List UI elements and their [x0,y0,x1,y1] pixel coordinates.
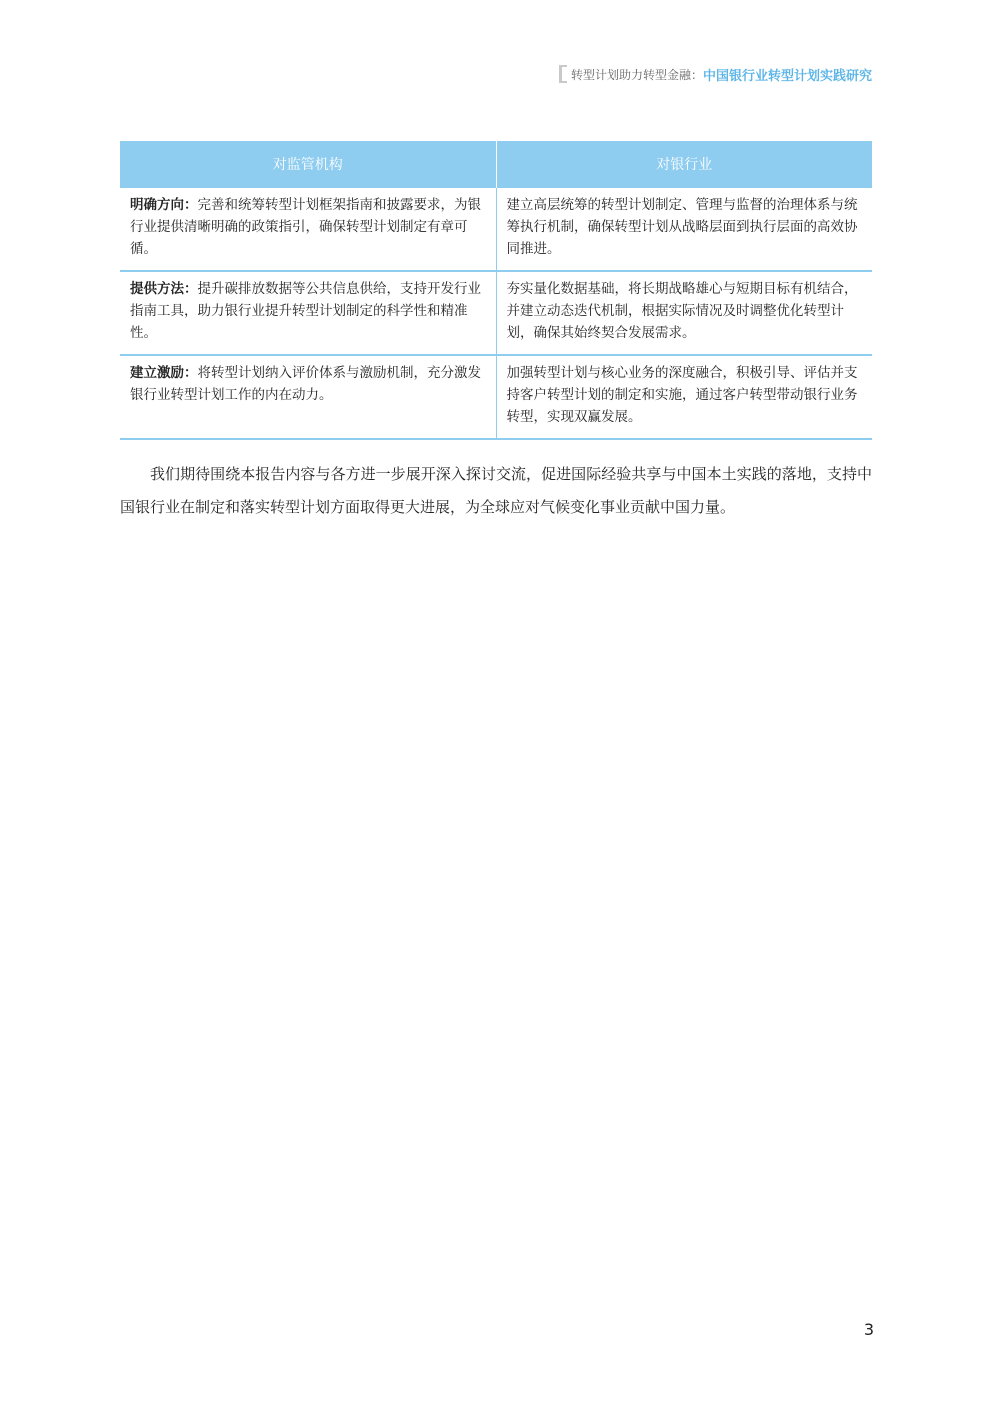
page-number: 3 [863,1320,874,1339]
header-bracket-icon [559,65,567,83]
cell-text: 夯实量化数据基础，将长期战略雄心与短期目标有机结合，并建立动态迭代机制，根据实际情况及时调整优化转型计划，确保其始终契合发展需求。 [506,281,858,341]
cell-text: 加强转型计划与核心业务的深度融合，积极引导、评估并支持客户转型计划的制定和实施，通过客户转型带动银行业务转型，实现双赢发展。 [506,365,858,425]
header-prefix: 转型计划助力转型金融： [570,67,703,82]
cell-text: 将转型计划纳入评价体系与激励机制，充分激发银行业转型计划工作的内在动力。 [130,365,481,403]
regulator-cell [120,188,496,271]
regulator-cell [120,355,496,439]
cell-lead: 提供方法： [130,281,198,297]
cell-text: 提升碳排放数据等公共信息供给，支持开发行业指南工具，助力银行业提升转型计划制定的科学性和精准性。 [130,281,481,341]
column-header-banks: 对银行业 [496,141,872,188]
table-header-row [120,141,872,188]
column-header-regulators: 对监管机构 [120,141,496,188]
cell-text: 建立高层统筹的转型计划制定、管理与监督的治理体系与统筹执行机制，确保转型计划从战略层面到执行层面的高效协同推进。 [506,197,858,257]
bank-cell [496,188,872,271]
cell-lead: 建立激励： [130,365,198,381]
header-title: 中国银行业转型计划实践研究 [702,68,872,84]
recommendation-table [120,141,872,440]
regulator-cell [120,271,496,355]
table-row [120,271,872,355]
running-header [559,64,872,84]
cell-lead: 明确方向： [130,197,198,213]
cell-text: 完善和统筹转型计划框架指南和披露要求，为银行业提供清晰明确的政策指引，确保转型计划制定有章可循。 [130,197,481,257]
table-row [120,188,872,271]
bank-cell [496,355,872,439]
table-row [120,355,872,439]
closing-paragraph: 我们期待围绕本报告内容与各方进一步展开深入探讨交流，促进国际经验共享与中国本土实践的落地，支持中国银行业在制定和落实转型计划方面取得更大进展，为全球应对气候变化事业贡献中国力量。 [120,465,872,516]
bank-cell [496,271,872,355]
